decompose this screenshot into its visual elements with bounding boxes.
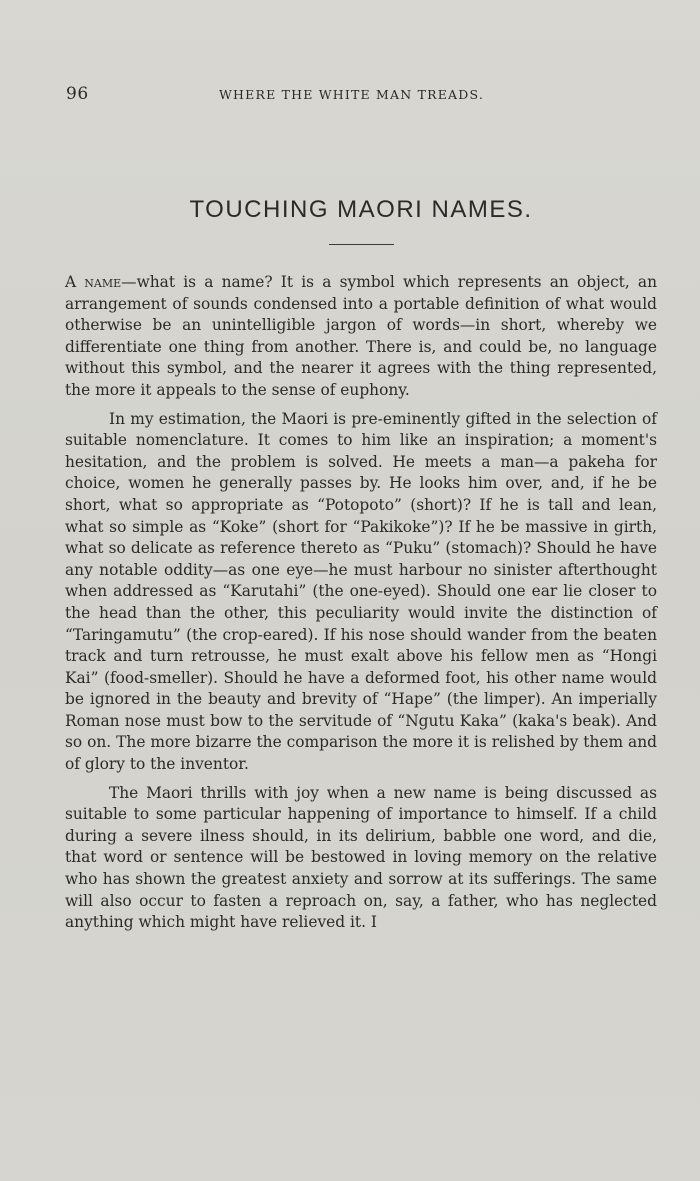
- title-rule: [329, 244, 394, 245]
- paragraph-3: [65, 783, 657, 934]
- paragraph-lead: A name: [65, 273, 122, 291]
- running-title: WHERE THE WHITE MAN TREADS.: [219, 87, 484, 102]
- page-number: 96: [66, 84, 89, 104]
- running-head: [66, 84, 657, 106]
- paragraph-1: [65, 272, 657, 402]
- paragraph-text: In my estimation, the Maori is pre-eminently gifted in the selection of suitable nomenclature. It comes to him like an inspiration; a moment's hesitation, and the problem is solved. He meets a man—a pakeha for choice, women he generally passes by. He looks him over, and, if he be short, what so appropriate as “Potopoto” (short)? If he is tall and lean, what so simple as “Koke” (short for “Pakikoke”)? If he be massive in girth, what so delicate as reference thereto as “Puku” (stomach)? Should he have any notable oddity—as one eye—he must harbour no sinister afterthought when addressed as “Karutahi” (the one-eyed). Should one ear lie closer to the head than the other, this peculiarity would invite the distinction of “Taringamutu” (the crop-eared). If his nose should wander from the beaten track and turn retrousse, he must exalt above his fellow men as “Hongi Kai” (food-smeller). Should he have a deformed foot, his other name would be ignored in the beauty and brevity of “Hape” (the limper). An imperially Roman nose must bow to the servitude of “Ngutu Kaka” (kaka's beak). And so on. The more bizarre the comparison the more it is relished by them and of glory to the inventor.: [65, 409, 657, 774]
- paragraph-2: [65, 409, 657, 776]
- paragraph-text: —what is a name? It is a symbol which represents an object, an arrangement of sounds condensed into a portable definition of what would otherwise be an unintelligible jargon of words—in short, whereby we differentiate one thing from another. There is, and could be, no language without this symbol, and the nearer it agrees with the thing represented, the more it appeals to the sense of euphony.: [65, 273, 657, 399]
- paragraph-text: The Maori thrills with joy when a new name is being discussed as suitable to some particular happening of importance to himself. If a child during a severe ilness should, in its delirium, babble one word, and die, that word or sentence will be bestowed in loving memory on the relative who has shown the greatest anxiety and sorrow at its sufferings. The same will also occur to fasten a reproach on, say, a father, who has neglected anything which might have relieved it. I: [65, 783, 657, 932]
- chapter-title: TOUCHING MAORI NAMES.: [189, 196, 533, 223]
- body-text: [65, 272, 657, 941]
